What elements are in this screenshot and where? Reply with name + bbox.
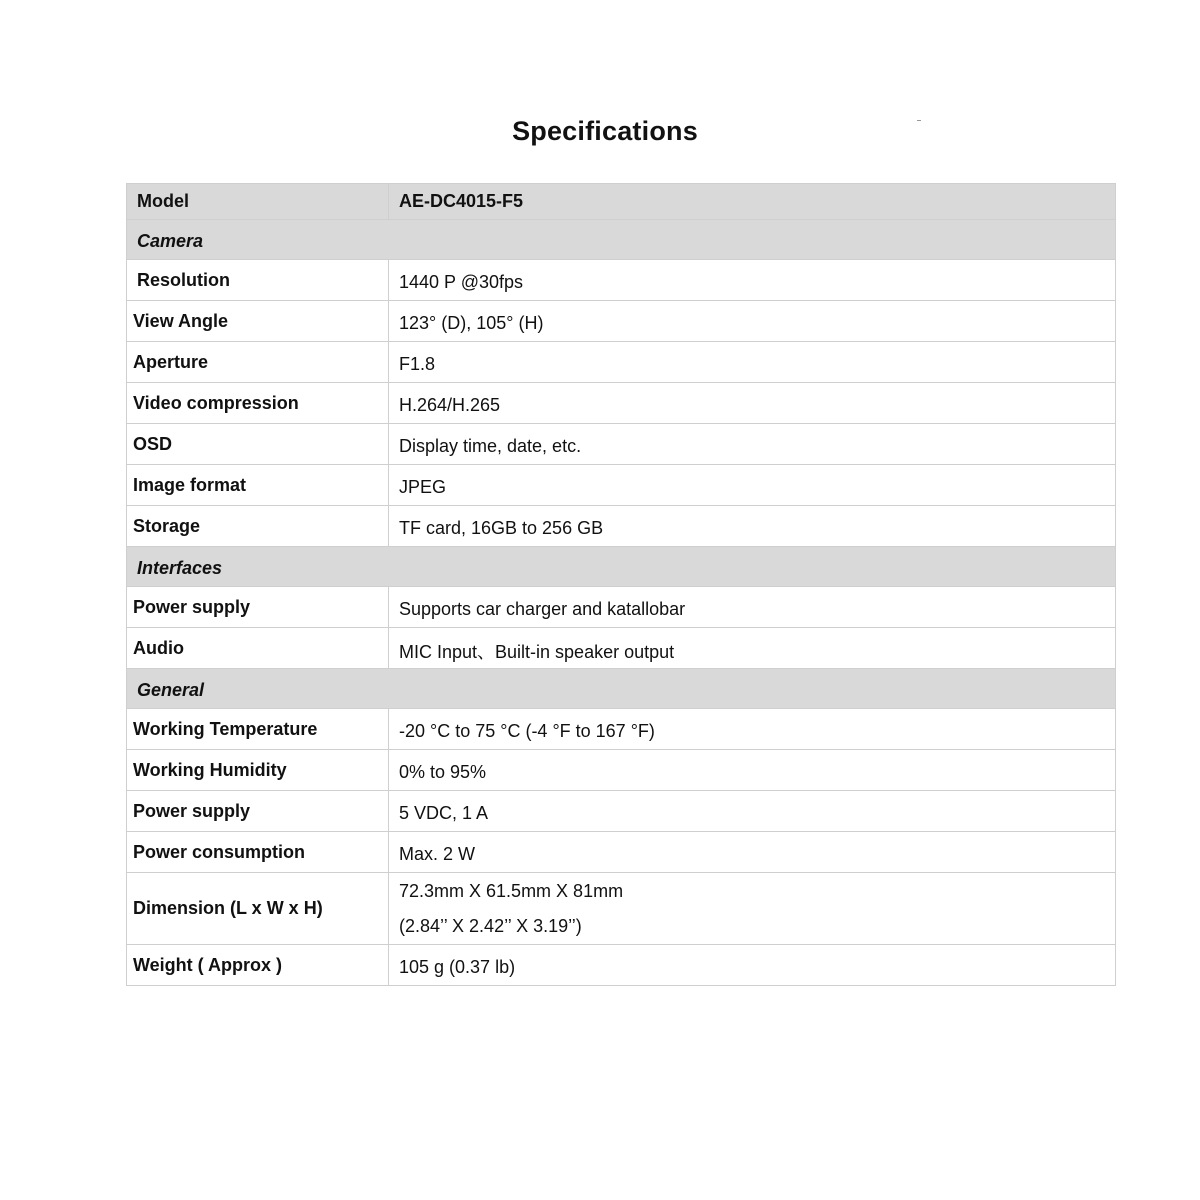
section-heading: Interfaces (127, 547, 1116, 587)
row-label: Video compression (127, 383, 389, 424)
row-value: 105 g (0.37 lb) (389, 945, 1116, 986)
row-value: Display time, date, etc. (389, 424, 1116, 465)
table-row (127, 260, 1116, 301)
table-row (127, 465, 1116, 506)
table-row (127, 587, 1116, 628)
row-value: F1.8 (389, 342, 1116, 383)
section-general (127, 669, 1116, 709)
row-value: TF card, 16GB to 256 GB (389, 506, 1116, 547)
row-value: H.264/H.265 (389, 383, 1116, 424)
row-value: 123° (D), 105° (H) (389, 301, 1116, 342)
table-row (127, 628, 1116, 669)
row-value-line: (2.84’’ X 2.42’’ X 3.19’’) (399, 915, 582, 936)
spec-table (126, 183, 1116, 986)
section-heading: General (127, 669, 1116, 709)
table-row (127, 750, 1116, 791)
section-camera (127, 220, 1116, 260)
table-row (127, 873, 1116, 945)
table-row (127, 383, 1116, 424)
row-label: Working Humidity (127, 750, 389, 791)
row-value: Supports car charger and katallobar (389, 587, 1116, 628)
row-value: Max. 2 W (389, 832, 1116, 873)
row-label: Storage (127, 506, 389, 547)
row-label: Aperture (127, 342, 389, 383)
row-label: Image format (127, 465, 389, 506)
page-title: Specifications (512, 116, 698, 146)
row-value (389, 873, 1116, 945)
row-label: Power supply (127, 791, 389, 832)
section-interfaces (127, 547, 1116, 587)
row-label: Weight ( Approx ) (127, 945, 389, 986)
row-value: -20 °C to 75 °C (-4 °F to 167 °F) (389, 709, 1116, 750)
row-value: 0% to 95% (389, 750, 1116, 791)
row-value: 1440 P @30fps (389, 260, 1116, 301)
row-label: Audio (127, 628, 389, 669)
table-row (127, 709, 1116, 750)
table-row (127, 945, 1116, 986)
table-row (127, 791, 1116, 832)
stray-mark (917, 120, 921, 121)
table-row (127, 301, 1116, 342)
row-value: MIC Input、Built-in speaker output (389, 628, 1116, 669)
row-label: Power consumption (127, 832, 389, 873)
section-heading: Camera (127, 220, 1116, 260)
table-row (127, 506, 1116, 547)
row-value-line: 72.3mm X 61.5mm X 81mm (399, 880, 624, 901)
table-row (127, 424, 1116, 465)
row-label: Power supply (127, 587, 389, 628)
table-row-model (127, 184, 1116, 220)
row-label: View Angle (127, 301, 389, 342)
table-row (127, 832, 1116, 873)
row-value: 5 VDC, 1 A (389, 791, 1116, 832)
row-label: Working Temperature (127, 709, 389, 750)
row-value: AE-DC4015-F5 (389, 184, 1116, 220)
row-value: JPEG (389, 465, 1116, 506)
table-row (127, 342, 1116, 383)
row-label: OSD (127, 424, 389, 465)
row-label: Resolution (127, 260, 389, 301)
row-label: Model (127, 184, 389, 220)
row-label: Dimension (L x W x H) (127, 873, 389, 945)
